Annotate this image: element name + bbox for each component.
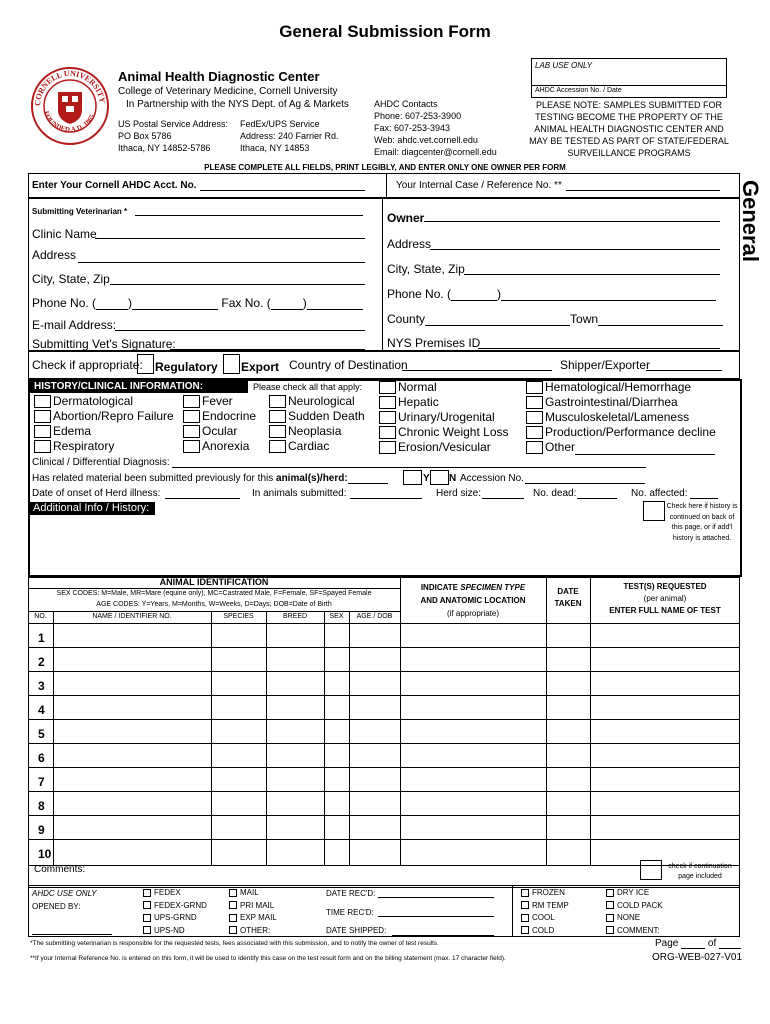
temp-option[interactable]: NONE — [606, 912, 710, 925]
opened-by-label: OPENED BY: — [32, 902, 81, 911]
col-age: AGE / DOB — [356, 613, 393, 620]
yes-label: Y — [423, 473, 430, 484]
accession-label: AHDC Accession No. / Date — [535, 87, 622, 94]
table-row[interactable] — [54, 744, 739, 766]
date-recd-label: DATE REC'D: — [326, 889, 376, 898]
premises-field[interactable] — [478, 338, 720, 349]
accession-no-field[interactable] — [525, 473, 645, 484]
instruction: PLEASE COMPLETE ALL FIELDS, PRINT LEGIBLY, AND ENTER ONLY ONE OWNER PER FORM — [204, 163, 566, 172]
carriers2 — [229, 887, 310, 937]
row-number: 2 — [38, 655, 45, 669]
regulatory-checkbox[interactable] — [137, 354, 154, 374]
svg-text:CORNELL UNIVERSITY: CORNELL UNIVERSITY — [32, 68, 107, 107]
shipper-label: Shipper/Exporter — [560, 358, 651, 372]
herd-size-field[interactable] — [482, 488, 524, 499]
tests-header: TEST(S) REQUESTED (per animal) ENTER FULL NAME OF TEST — [609, 582, 721, 615]
continuation-checkbox[interactable] — [640, 860, 662, 880]
history-item[interactable]: Cardiac — [269, 439, 365, 454]
history-item[interactable]: Respiratory — [34, 439, 174, 454]
county-town-label: County Town — [387, 312, 723, 326]
usps-line2: Ithaca, NY 14852-5786 — [118, 143, 211, 153]
row-number: 10 — [38, 847, 52, 861]
row-number: 6 — [38, 751, 45, 765]
country-label: Country of Destination — [289, 358, 408, 372]
premises-label: NYS Premises ID — [387, 336, 481, 350]
row-number: 3 — [38, 679, 45, 693]
row-number: 5 — [38, 727, 45, 741]
row-number: 8 — [38, 799, 45, 813]
carriers1 — [143, 887, 207, 937]
vet-signature-field[interactable] — [170, 339, 365, 350]
contact-web: Web: ahdc.vet.cornell.edu — [374, 135, 478, 145]
contact-fax: Fax: 607-253-3943 — [374, 123, 451, 133]
comments-label: Comments: — [34, 864, 86, 875]
history-item[interactable]: Hepatic — [379, 395, 509, 410]
row-number: 9 — [38, 823, 45, 837]
form-id: ORG-WEB-027-V01 — [652, 952, 743, 963]
history-item[interactable]: Erosion/Vesicular — [379, 440, 509, 455]
vet-address-field[interactable] — [78, 252, 365, 263]
carrier-option[interactable]: FEDEX-GRND — [143, 900, 207, 913]
carrier-option[interactable]: UPS-GRND — [143, 912, 207, 925]
history-item[interactable]: Edema — [34, 424, 174, 439]
in-animals-field[interactable] — [350, 488, 422, 499]
page-number: Page of — [655, 938, 741, 949]
history-item[interactable]: Chronic Weight Loss — [379, 425, 509, 440]
clinical-dx-field[interactable] — [172, 457, 646, 468]
temp-option[interactable]: COOL — [521, 912, 569, 925]
history-item[interactable]: Fever — [183, 394, 256, 409]
history-item[interactable]: Musculoskeletal/Lameness — [526, 410, 716, 425]
export-checkbox[interactable] — [223, 354, 240, 374]
contact-phone: Phone: 607-253-3900 — [374, 111, 462, 121]
age-codes: AGE CODES: Y=Years, M=Months, W=Weeks, D=Days; DOB=Date of Birth — [96, 601, 332, 608]
owner-address-label: Address — [387, 237, 432, 251]
history-item[interactable]: Neoplasia — [269, 424, 365, 439]
owner-label: Owner — [387, 211, 425, 225]
temp2 — [606, 887, 710, 937]
continuation-note: check if continuation page included — [668, 863, 732, 880]
in-animals-label: In animals submitted: — [252, 488, 347, 499]
carrier-option[interactable]: EXP MAIL — [229, 912, 310, 925]
row-number: 1 — [38, 631, 45, 645]
table-row[interactable] — [54, 816, 739, 838]
history-col4 — [379, 380, 509, 455]
col-species: SPECIES — [223, 613, 254, 620]
temp-option[interactable]: COLD PACK — [606, 900, 710, 913]
page-title: General Submission Form — [279, 22, 491, 41]
date-recd-field[interactable] — [378, 887, 494, 898]
table-row[interactable] — [54, 840, 739, 862]
history-col5 — [526, 380, 716, 455]
contact-email: Email: diagcenter@cornell.edu — [374, 147, 497, 157]
regulatory-label: Regulatory — [155, 360, 218, 374]
date-taken-header: DATE TAKEN — [554, 587, 582, 608]
time-recd-field[interactable] — [378, 906, 494, 917]
history-item[interactable]: Abortion/Repro Failure — [34, 409, 174, 424]
table-row[interactable] — [54, 624, 739, 646]
vet-email-label: E-mail Address: — [32, 318, 117, 332]
acct-field[interactable] — [200, 180, 365, 191]
history-item[interactable]: Ocular — [183, 424, 256, 439]
history-col3 — [269, 394, 365, 454]
table-row[interactable] — [54, 648, 739, 670]
vet-phone-label: Phone No. ( ) Fax No. ( ) — [32, 296, 363, 310]
owner-address-field[interactable] — [430, 239, 720, 250]
history-col2 — [183, 394, 256, 454]
no-affected-label: No. affected: — [631, 488, 688, 499]
check-appropriate: Check if appropriate: — [32, 358, 143, 372]
carrier-option[interactable]: MAIL — [229, 887, 310, 900]
vet-city-label: City, State, Zip — [32, 272, 110, 286]
partnership: In Partnership with the NYS Dept. of Ag & Markets — [126, 99, 349, 110]
date-shipped-label: DATE SHIPPED: — [326, 926, 387, 935]
carrier-option[interactable]: PRI MAIL — [229, 900, 310, 913]
owner-city-field[interactable] — [464, 264, 720, 275]
history-item[interactable]: Neurological — [269, 394, 365, 409]
contacts-label: AHDC Contacts — [374, 99, 438, 109]
temp-option[interactable]: RM TEMP — [521, 900, 569, 913]
no-affected-field[interactable] — [690, 488, 718, 499]
lab-use-box[interactable] — [531, 58, 727, 98]
history-item[interactable]: Hematological/Hemorrhage — [526, 380, 716, 395]
college-name: College of Veterinary Medicine, Cornell University — [118, 86, 338, 97]
internal-ref-field[interactable] — [566, 180, 720, 191]
history-item[interactable]: Sudden Death — [269, 409, 365, 424]
check-all-label: Please check all that apply: — [253, 382, 363, 392]
vet-email-field[interactable] — [115, 320, 365, 331]
specimen-header: INDICATE SPECIMEN TYPE AND ANATOMIC LOCATION (if appropriate) — [420, 583, 526, 618]
herd-size-label: Herd size: — [436, 488, 482, 499]
property-notice: PLEASE NOTE: SAMPLES SUBMITTED FOR TESTING BECOME THE PROPERTY OF THE ANIMAL HEALTH DIAGNOSTIC CENTER AND MAY BE TESTED AS PART OF STATE/FEDERAL SURVEILLANCE PROGRAMS — [529, 100, 729, 158]
related-material: Has related material been submitted previously for this animal(s)/herd: — [32, 473, 388, 484]
table-row[interactable] — [54, 792, 739, 814]
col-sex: SEX — [329, 613, 344, 620]
country-field[interactable] — [402, 360, 552, 371]
continued-checkbox[interactable] — [643, 501, 665, 521]
lab-use-label: LAB USE ONLY — [535, 61, 593, 70]
center-name: Animal Health Diagnostic Center — [118, 69, 320, 84]
history-header: HISTORY/CLINICAL INFORMATION: — [30, 381, 248, 393]
clinical-dx-label: Clinical / Differential Diagnosis: — [32, 457, 170, 468]
no-dead-label: No. dead: — [533, 488, 577, 499]
continued-note: Check here if history is continued on back of this page, or if add'l history is attached. — [666, 503, 738, 542]
carrier-option[interactable]: OTHER: — [229, 925, 310, 938]
history-item[interactable]: Dermatological — [34, 394, 174, 409]
row-number: 4 — [38, 703, 45, 717]
fedex-line2: Ithaca, NY 14853 — [240, 143, 310, 153]
onset-label: Date of onset of Herd illness: — [32, 488, 161, 499]
usps-label: US Postal Service Address: — [118, 119, 229, 129]
table-row[interactable] — [54, 720, 739, 742]
owner-field[interactable] — [424, 211, 720, 222]
animal-id-title: ANIMAL IDENTIFICATION — [159, 577, 269, 587]
ahdc-use-label: AHDC USE ONLY — [32, 889, 97, 898]
additional-info-label: Additional Info / History: — [30, 502, 155, 515]
shipper-field[interactable] — [646, 360, 722, 371]
related-no-checkbox[interactable] — [430, 470, 449, 485]
clinic-field[interactable] — [95, 228, 365, 239]
internal-ref-label: Your Internal Case / Reference No. ** — [396, 180, 562, 191]
footnote-1: *The submitting veterinarian is responsible for the requested tests, fees associated with this submission, and to notify the owner of test results. — [30, 940, 439, 947]
table-row[interactable] — [54, 696, 739, 718]
history-col1 — [34, 394, 174, 454]
submitting-vet-field[interactable] — [135, 205, 363, 216]
acct-label: Enter Your Cornell AHDC Acct. No. — [32, 180, 197, 191]
owner-city-label: City, State, Zip — [387, 262, 465, 276]
additional-info-field[interactable] — [32, 516, 637, 572]
cornell-seal-logo — [30, 66, 110, 146]
svg-text:FOUNDED A.D. 1865: FOUNDED A.D. 1865 — [42, 109, 97, 134]
no-label: N — [449, 473, 457, 484]
fedex-label: FedEx/UPS Service — [240, 119, 320, 129]
history-item[interactable]: Production/Performance decline — [526, 425, 716, 440]
temp1 — [521, 887, 569, 937]
footnote-2: **If your Internal Reference No. is entered on this form, it will be used to identify this case on the test result form and on the billing statement (max. 17 character field). — [30, 955, 506, 962]
accession-no-label: Accession No. — [460, 473, 524, 484]
col-breed: BREED — [282, 613, 308, 620]
fedex-line1: Address: 240 Farrier Rd. — [240, 131, 339, 141]
submitting-vet-label: Submitting Veterinarian * — [32, 207, 128, 216]
col-no: NO. — [34, 613, 47, 620]
history-item[interactable]: Normal — [379, 380, 509, 395]
table-row[interactable] — [54, 768, 739, 790]
related-yes-checkbox[interactable] — [403, 470, 422, 485]
history-item[interactable]: Other — [526, 440, 716, 455]
temp-option[interactable]: FROZEN — [521, 887, 569, 900]
temp-option[interactable]: DRY ICE — [606, 887, 710, 900]
owner-phone-label: Phone No. ( ) — [387, 287, 716, 301]
time-recd-label: TIME REC'D: — [326, 908, 374, 917]
side-label: General — [738, 180, 763, 262]
vet-signature-label: Submitting Vet's Signature: — [32, 337, 176, 351]
export-label: Export — [241, 360, 280, 374]
col-name: NAME / IDENTIFIER NO. — [92, 613, 172, 620]
history-item[interactable]: Endocrine — [183, 409, 256, 424]
temp-option[interactable]: COLD — [521, 925, 569, 938]
sex-codes: SEX CODES: M=Male, MR=Mare (equine only), MC=Castrated Male, F=Female, SF=Spayed Female — [56, 590, 372, 597]
carrier-option[interactable]: FEDEX — [143, 887, 207, 900]
vet-address-label: Address — [32, 248, 77, 262]
clinic-label: Clinic Name — [32, 227, 97, 241]
carrier-option[interactable]: UPS-ND — [143, 925, 207, 938]
history-item[interactable]: Anorexia — [183, 439, 256, 454]
no-dead-field[interactable] — [577, 488, 617, 499]
usps-line1: PO Box 5786 — [118, 131, 172, 141]
history-item[interactable]: Gastrointestinal/Diarrhea — [526, 395, 716, 410]
date-shipped-field[interactable] — [392, 925, 494, 936]
onset-field[interactable] — [165, 488, 240, 499]
temp-option[interactable]: COMMENT: — [606, 925, 710, 938]
vet-city-field[interactable] — [110, 274, 365, 285]
history-item[interactable]: Urinary/Urogenital — [379, 410, 509, 425]
row-number: 7 — [38, 775, 45, 789]
opened-by-field[interactable] — [32, 924, 112, 935]
table-row[interactable] — [54, 672, 739, 694]
